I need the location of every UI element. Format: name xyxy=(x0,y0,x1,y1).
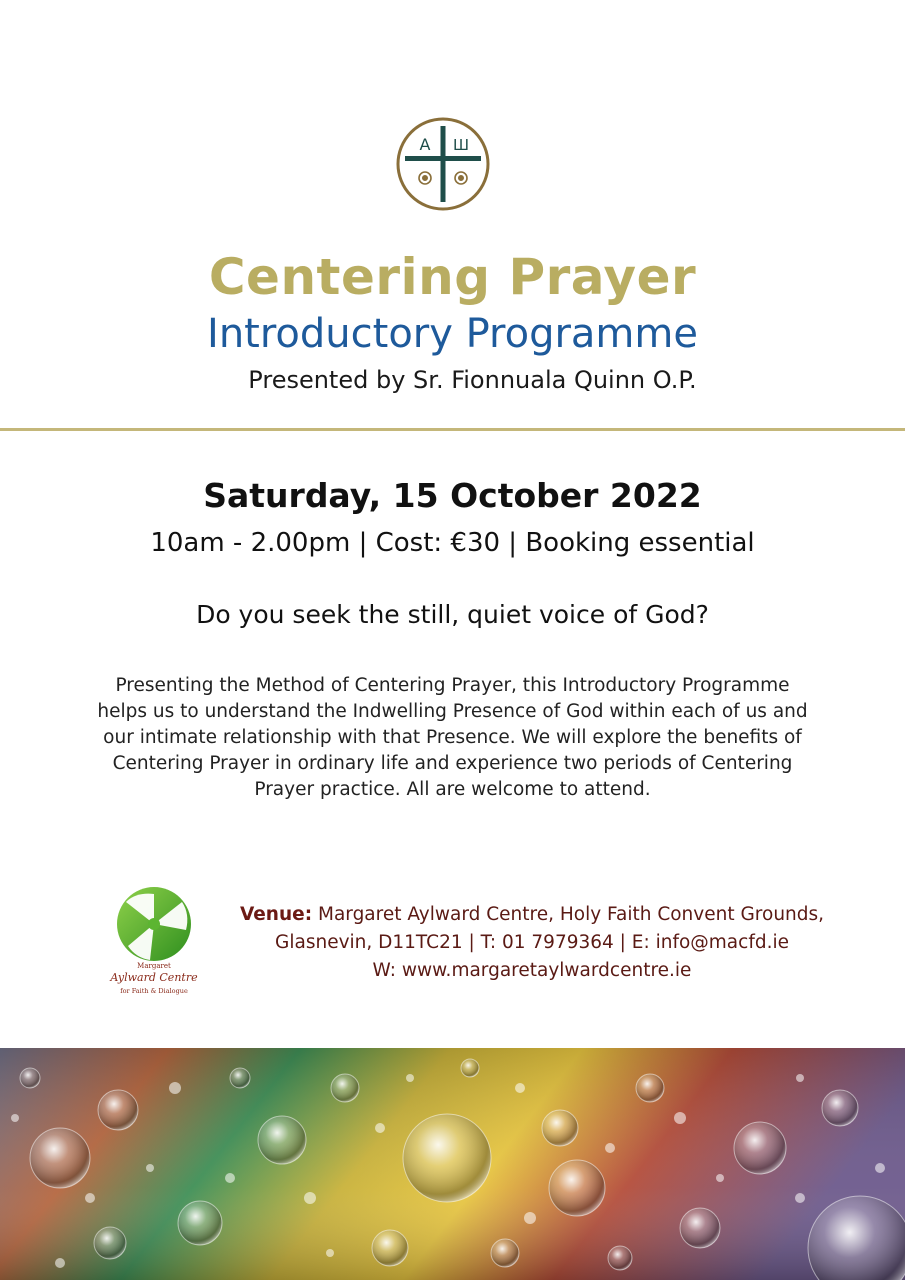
page-subtitle: Introductory Programme xyxy=(207,311,698,357)
event-question: Do you seek the still, quiet voice of God? xyxy=(196,600,709,629)
venue-block xyxy=(222,901,842,985)
logo-caption-main: Aylward Centre xyxy=(110,971,198,984)
cross-emblem-icon xyxy=(395,116,491,212)
venue-address-1: Margaret Aylward Centre, Holy Faith Convent Grounds, xyxy=(317,904,825,925)
rainbow-water-droplets-image xyxy=(0,1048,905,1280)
event-description xyxy=(90,673,815,803)
venue-label: Venue: xyxy=(239,904,313,925)
section-divider xyxy=(0,428,905,431)
venue-line-3: W: www.margaretaylwardcentre.ie xyxy=(372,960,692,981)
emblem-letter-left: A xyxy=(419,135,431,154)
description-text: Presenting the Method of Centering Prayer, this Introductory Programme helps us to understand the Indwelling Presence of God within each of us and our intimate relationship with that Presence. We will explore the benefits of Centering Prayer in ordinary life and experience two periods of Centering Prayer practice. All are welcome to attend. xyxy=(97,675,808,800)
logo-caption-sub: for Faith & Dialogue xyxy=(120,987,188,995)
logo-caption-small: Margaret xyxy=(137,962,171,970)
event-details: 10am - 2.00pm | Cost: €30 | Booking essential xyxy=(150,528,755,558)
venue-line-1 xyxy=(222,901,842,929)
venue-line-2: Glasnevin, D11TC21 | T: 01 7979364 | E: info@macfd.ie xyxy=(275,932,789,953)
emblem-letter-right: Ш xyxy=(452,136,470,154)
page-title: Centering Prayer xyxy=(208,248,697,306)
presenter-line: Presented by Sr. Fionnuala Quinn O.P. xyxy=(248,366,697,394)
event-date: Saturday, 15 October 2022 xyxy=(203,476,702,515)
